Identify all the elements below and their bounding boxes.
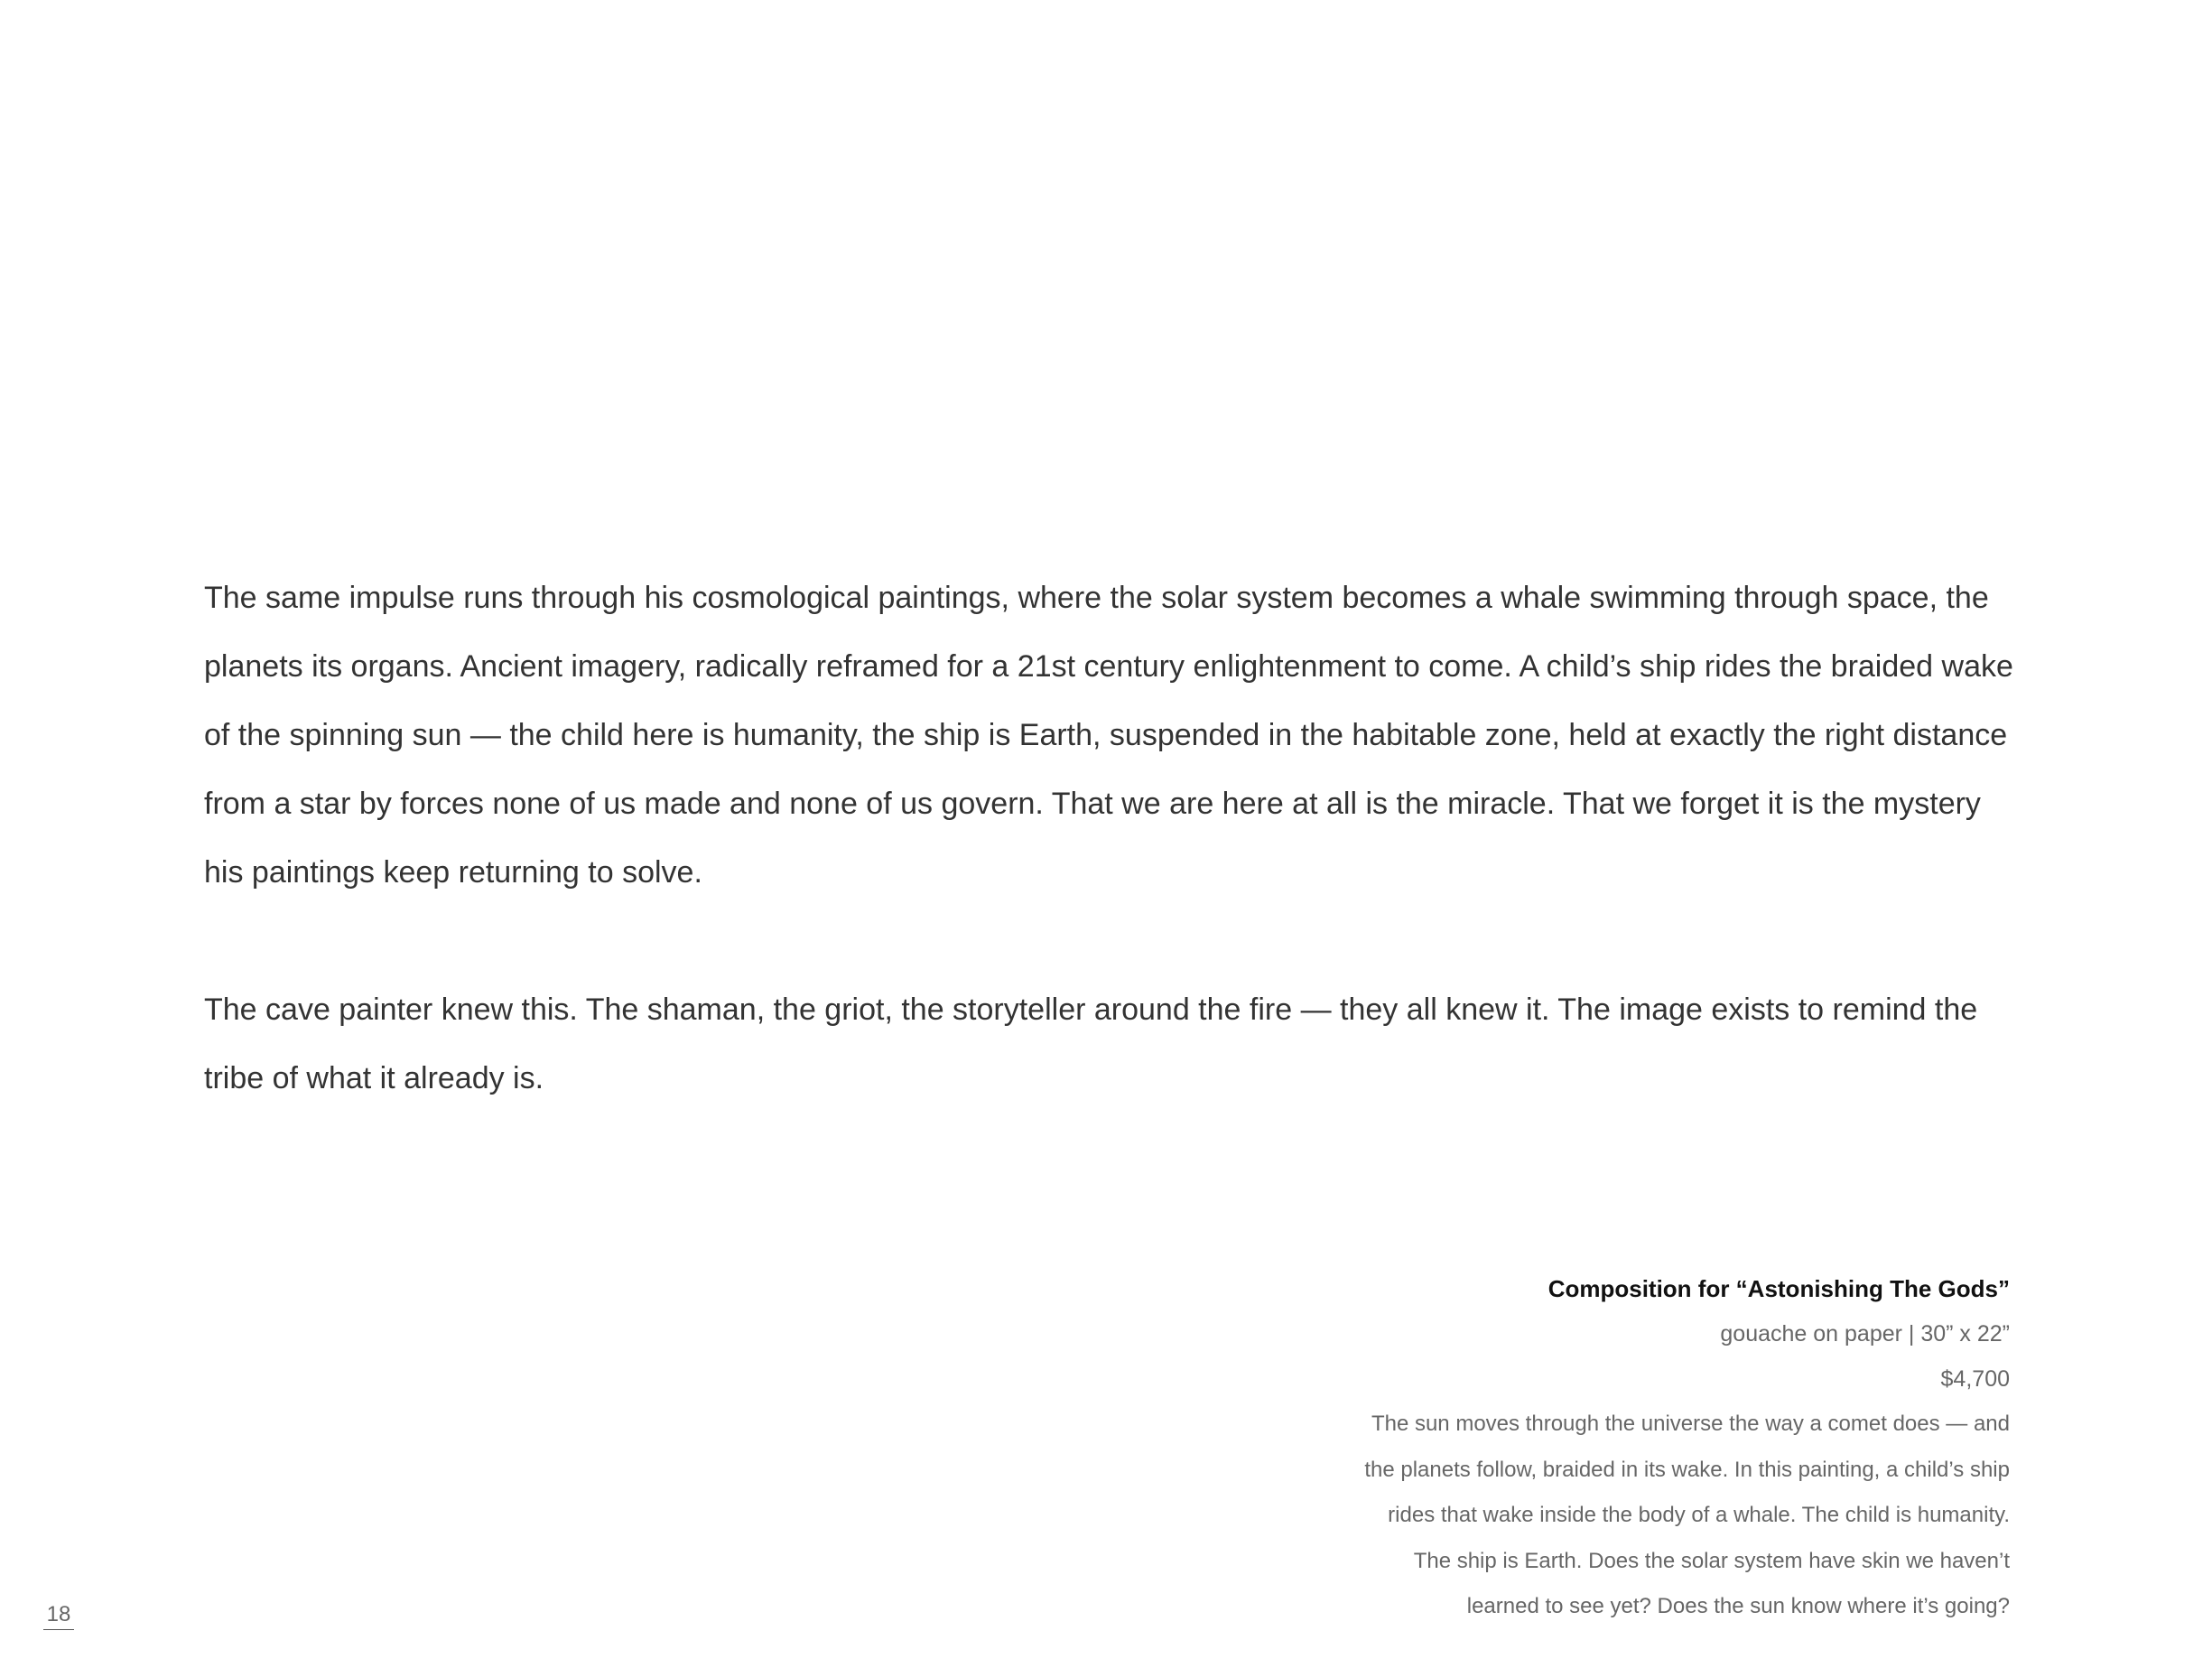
artwork-description-line: The ship is Earth. Does the solar system have skin we haven’t (1413, 1548, 2010, 1573)
paragraph-line: tribe of what it already is. (204, 1061, 544, 1095)
artwork-price: $4,700 (1940, 1366, 2010, 1392)
paragraph-line: planets its organs. Ancient imagery, radically reframed for a 21st century enlightenment to come. A child’s ship rides the braided wake (204, 649, 2013, 684)
artwork-description-line: rides that wake inside the body of a whale. The child is humanity. (1388, 1503, 2010, 1527)
page-number: 18 (43, 1600, 74, 1630)
body-paragraph-2 (204, 975, 2028, 1113)
paragraph-line: his paintings keep returning to solve. (204, 855, 702, 890)
artwork-description-line: learned to see yet? Does the sun know where it’s going? (1466, 1594, 2010, 1618)
paragraph-line: from a star by forces none of us made and none of us govern. That we are here at all is the miracle. That we forget it is the mystery (204, 787, 1981, 821)
artwork-caption (1197, 1266, 2010, 1630)
paragraph-line: The cave painter knew this. The shaman, the griot, the storyteller around the fire — they all knew it. The image exists to remind the (204, 992, 1978, 1027)
artwork-title: Composition for “Astonishing The Gods” (1547, 1275, 2010, 1302)
paragraph-line: The same impulse runs through his cosmological paintings, where the solar system becomes a whale swimming through space, the (204, 581, 1989, 615)
paragraph-line: of the spinning sun — the child here is humanity, the ship is Earth, suspended in the habitable zone, held at exactly the right distance (204, 718, 2008, 752)
artwork-description-line: The sun moves through the universe the way a comet does — and (1371, 1412, 2010, 1436)
artwork-description-line: the planets follow, braided in its wake. In this painting, a child’s ship (1364, 1457, 2010, 1482)
artwork-medium: gouache on paper | 30” x 22” (1720, 1321, 2010, 1347)
body-paragraph-1 (204, 564, 2028, 907)
